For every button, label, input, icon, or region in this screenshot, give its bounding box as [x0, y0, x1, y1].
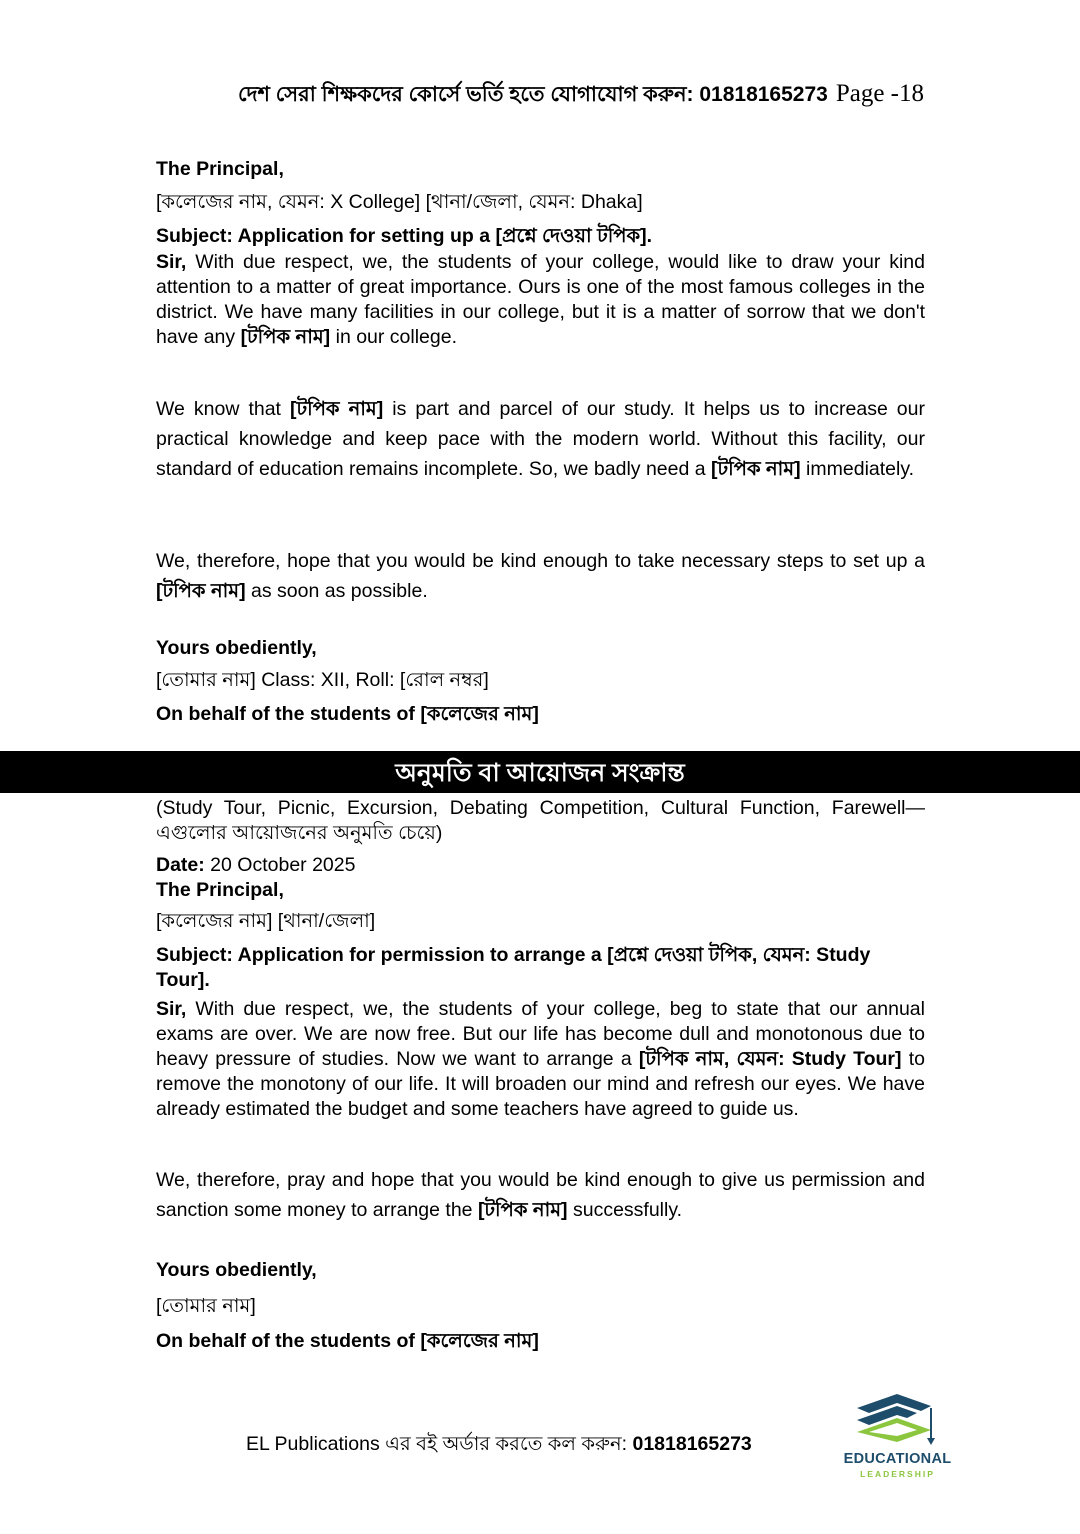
topic-placeholder: [টপিক নাম]	[711, 458, 801, 480]
letter1-p1-text: With due respect, we, the students of your college, would like to draw your kind attention to a matter of great importance. Ours is one of the most famous colleges in the district. We have many facilities in our college, but it is a matter of sorrow that we don't have any	[156, 251, 925, 348]
letter2-p1-end: to remove the monotony of our life. It will broaden our mind and refresh our eyes. We have already estimated the budget and some teachers have agreed to guide us.	[156, 1048, 926, 1120]
letter1-p3-end: as soon as possible.	[245, 580, 428, 602]
letter1-behalf: On behalf of the students of [কলেজের নাম]	[156, 703, 539, 725]
letter1-sender: [তোমার নাম] Class: XII, Roll: [রোল নম্বর]	[156, 669, 489, 691]
letter2-subject-block	[156, 943, 925, 993]
footer-phone: 01818165273	[632, 1433, 752, 1455]
letter2-sender: [তোমার নাম]	[156, 1295, 256, 1317]
letter1-recipient: The Principal,	[156, 158, 284, 180]
letter2-date	[156, 854, 355, 877]
logo-line2: LEADERSHIP	[860, 1469, 935, 1479]
letter2-behalf: On behalf of the students of [কলেজের নাম]	[156, 1330, 539, 1352]
date-label: Date:	[156, 854, 205, 876]
letter2-salutation: Sir,	[156, 998, 187, 1020]
footer-text: EL Publications এর বই অর্ডার করতে কল করুন:	[246, 1433, 633, 1455]
topic-placeholder: [টপিক নাম]	[156, 580, 246, 602]
educational-leadership-logo	[835, 1388, 960, 1488]
letter1-p3-text: We, therefore, hope that you would be kind enough to take necessary steps to set up a	[156, 550, 925, 572]
topic-placeholder: [টপিক নাম]	[290, 398, 384, 420]
date-value: 20 October 2025	[204, 854, 356, 876]
letter2-note-block	[156, 796, 925, 846]
letter2-p2-end: successfully.	[567, 1199, 683, 1221]
page-number: Page -18	[835, 80, 924, 107]
letter1-p2-text: We know that	[156, 398, 290, 420]
logo-mark-icon	[835, 1388, 960, 1450]
letter2-subject: Subject: Application for permission to arrange a [প্রশ্নে দেওয়া টপিক, যেমন: Study Tour].	[156, 944, 871, 991]
letter2-recipient: The Principal,	[156, 879, 284, 901]
page-footer	[246, 1430, 752, 1462]
header-contact: দেশ সেরা শিক্ষকদের কোর্সে ভর্তি হতে যোগাযোগ করুন: 01818165273	[237, 83, 828, 106]
letter2-closing: Yours obediently,	[156, 1259, 317, 1281]
topic-placeholder: [টপিক নাম]	[477, 1199, 568, 1221]
letter1-p2-end: immediately.	[800, 458, 915, 480]
letter1-p1-end: in our college.	[330, 326, 458, 348]
topic-placeholder: [টপিক নাম]	[240, 326, 331, 348]
letter1-body-1	[156, 250, 925, 350]
logo-line1: EDUCATIONAL	[843, 1451, 952, 1467]
section-banner: অনুমতি বা আয়োজন সংক্রান্ত	[0, 751, 1080, 793]
letter2-address: [কলেজের নাম] [থানা/জেলা]	[156, 910, 376, 932]
letter2-p1-text: With due respect, we, the students of your college, beg to state that our annual exams are over. We are now free. But our life has become dull and monotonous due to heavy pressure of studies. Now we want to arrange a	[156, 998, 925, 1070]
letter2-body-1	[156, 997, 925, 1122]
letter2-note: (Study Tour, Picnic, Excursion, Debating Competition, Cultural Function, Farewell—এগুলোর আয়োজনের অনুমতি চেয়ে)	[156, 797, 925, 844]
letter2-body-2	[156, 1165, 925, 1225]
topic-placeholder: [টপিক নাম, যেমন: Study Tour]	[638, 1048, 902, 1070]
letter1-body-3	[156, 546, 925, 606]
letter1-address: [কলেজের নাম, যেমন: X College] [থানা/জেলা, যেমন: Dhaka]	[156, 191, 643, 213]
letter1-p2-mid: is part and parcel of our study. It helps us to increase our practical knowledge and keep pace with the modern world. Without this facility, our standard of education remains incomplete. So, we badly need a	[156, 398, 925, 480]
letter1-salutation: Sir,	[156, 251, 187, 273]
page-header	[238, 78, 924, 113]
letter1-closing: Yours obediently,	[156, 637, 317, 659]
letter1-subject: Subject: Application for setting up a [প্রশ্নে দেওয়া টপিক].	[156, 225, 653, 247]
letter2-p2-text: We, therefore, pray and hope that you would be kind enough to give us permission and sanction some money to arrange the	[156, 1169, 925, 1221]
letter1-body-2	[156, 394, 925, 484]
